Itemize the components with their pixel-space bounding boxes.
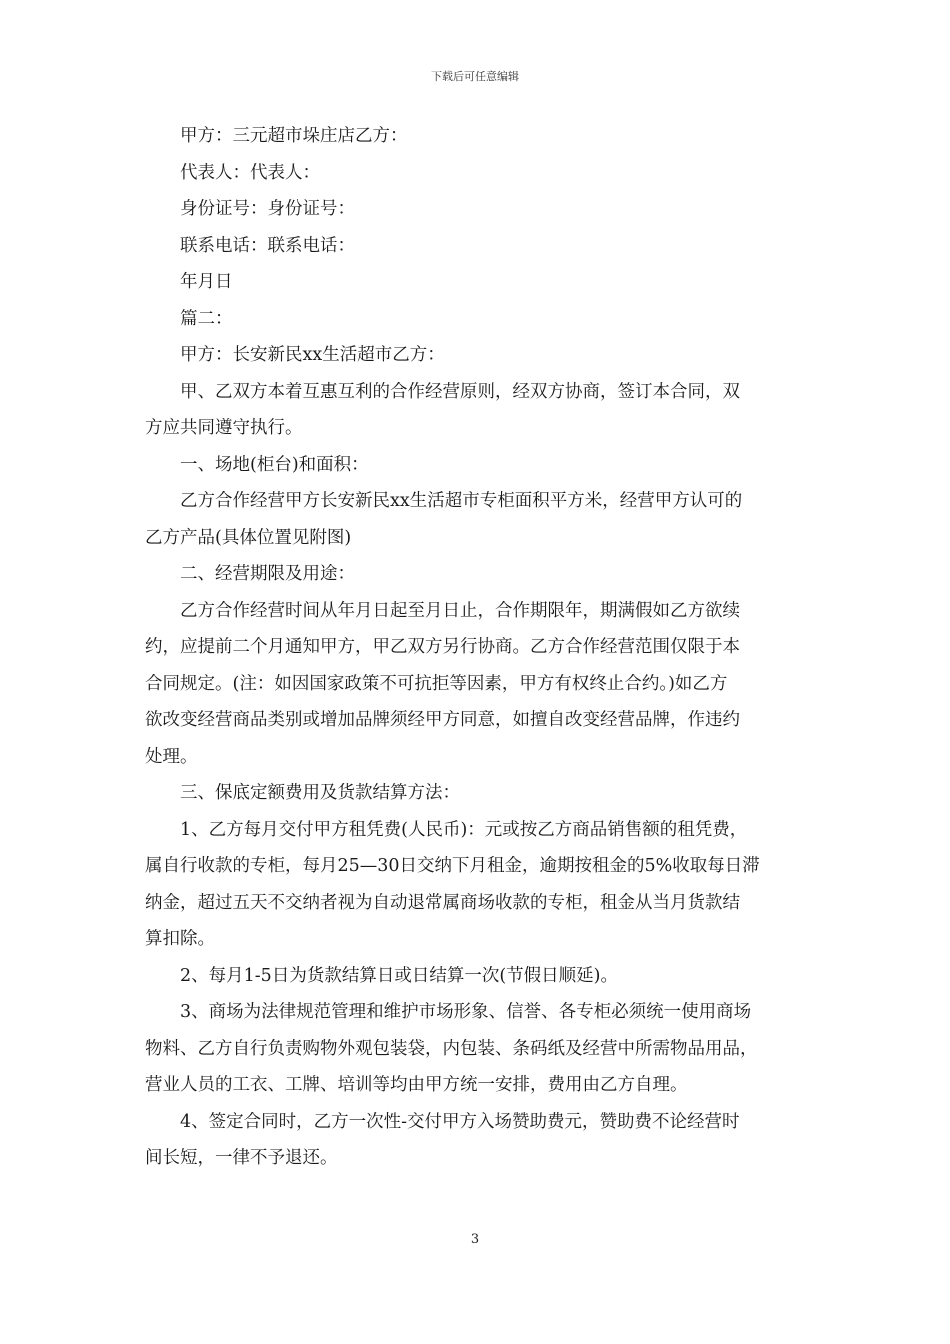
- section-heading-part-two: 篇二：: [180, 308, 233, 329]
- document-body: [145, 118, 817, 1177]
- paragraph-item-4: 4、签定合同时，乙方一次性-交付甲方入场赞助费元，赞助费不论经营时 间长短，一律不予退还。: [145, 1111, 740, 1168]
- paragraph-item-1: 1、乙方每月交付甲方租凭费(人民币)：元或按乙方商品销售额的租凭费， 属自行收款的专柜，每月25—30日交纳下月租金，逾期按租金的5%收取每日滞 纳金，超过五天不交纳者视为自动退常属商场收款的专柜，租金从当月货款结 算扣除。: [145, 819, 760, 949]
- representative-line: 代表人：代表人：: [180, 162, 320, 183]
- clause-heading-1: 一、场地(柜台)和面积：: [180, 454, 369, 475]
- paragraph-clause-1: 乙方合作经营甲方长安新民xx生活超市专柜面积平方米，经营甲方认可的 乙方产品(具体位置见附图): [145, 491, 743, 548]
- paragraph-item-3: 3、商场为法律规范管理和维护市场形象、信誉、各专柜必须统一使用商场 物料、乙方自行负责购物外观包装袋，内包装、条码纸及经营中所需物品用品， 营业人员的工衣、工牌、培训等均由甲方统一安排，费用由乙方自理。: [145, 1002, 758, 1095]
- paragraph-intro: 甲、乙双方本着互惠互利的合作经营原则，经双方协商，签订本合同，双 方应共同遵守执行。: [145, 381, 740, 438]
- clause-heading-2: 二、经营期限及用途：: [180, 564, 355, 584]
- phone-line: 联系电话：联系电话：: [180, 235, 355, 256]
- clause-heading-3: 三、保底定额费用及货款结算方法：: [180, 783, 460, 803]
- page-number: 3: [470, 1232, 480, 1247]
- party-a-line-2: 甲方：长安新民xx生活超市乙方：: [180, 345, 445, 365]
- paragraph-item-2: 2、每月1-5日为货款结算日或日结算一次(节假日顺延)。: [180, 965, 618, 986]
- date-line: 年月日: [180, 272, 233, 292]
- paragraph-clause-2: 乙方合作经营时间从年月日起至月日止，合作期限年，期满假如乙方欲续 约，应提前二个月通知甲方，甲乙双方另行协商。乙方合作经营范围仅限于本 合同规定。(注：如因国家政策不可抗拒等因素，甲方有权终止合约。)如乙方 欲改变经营商品类别或增加品牌须经甲方同意，如擅自改变经营品牌，作违约 处理。: [145, 600, 740, 767]
- page-header: 下载后可任意编辑: [431, 70, 519, 83]
- id-number-line: 身份证号：身份证号：: [180, 199, 355, 219]
- party-a-line: 甲方：三元超市垛庄店乙方：: [180, 126, 408, 146]
